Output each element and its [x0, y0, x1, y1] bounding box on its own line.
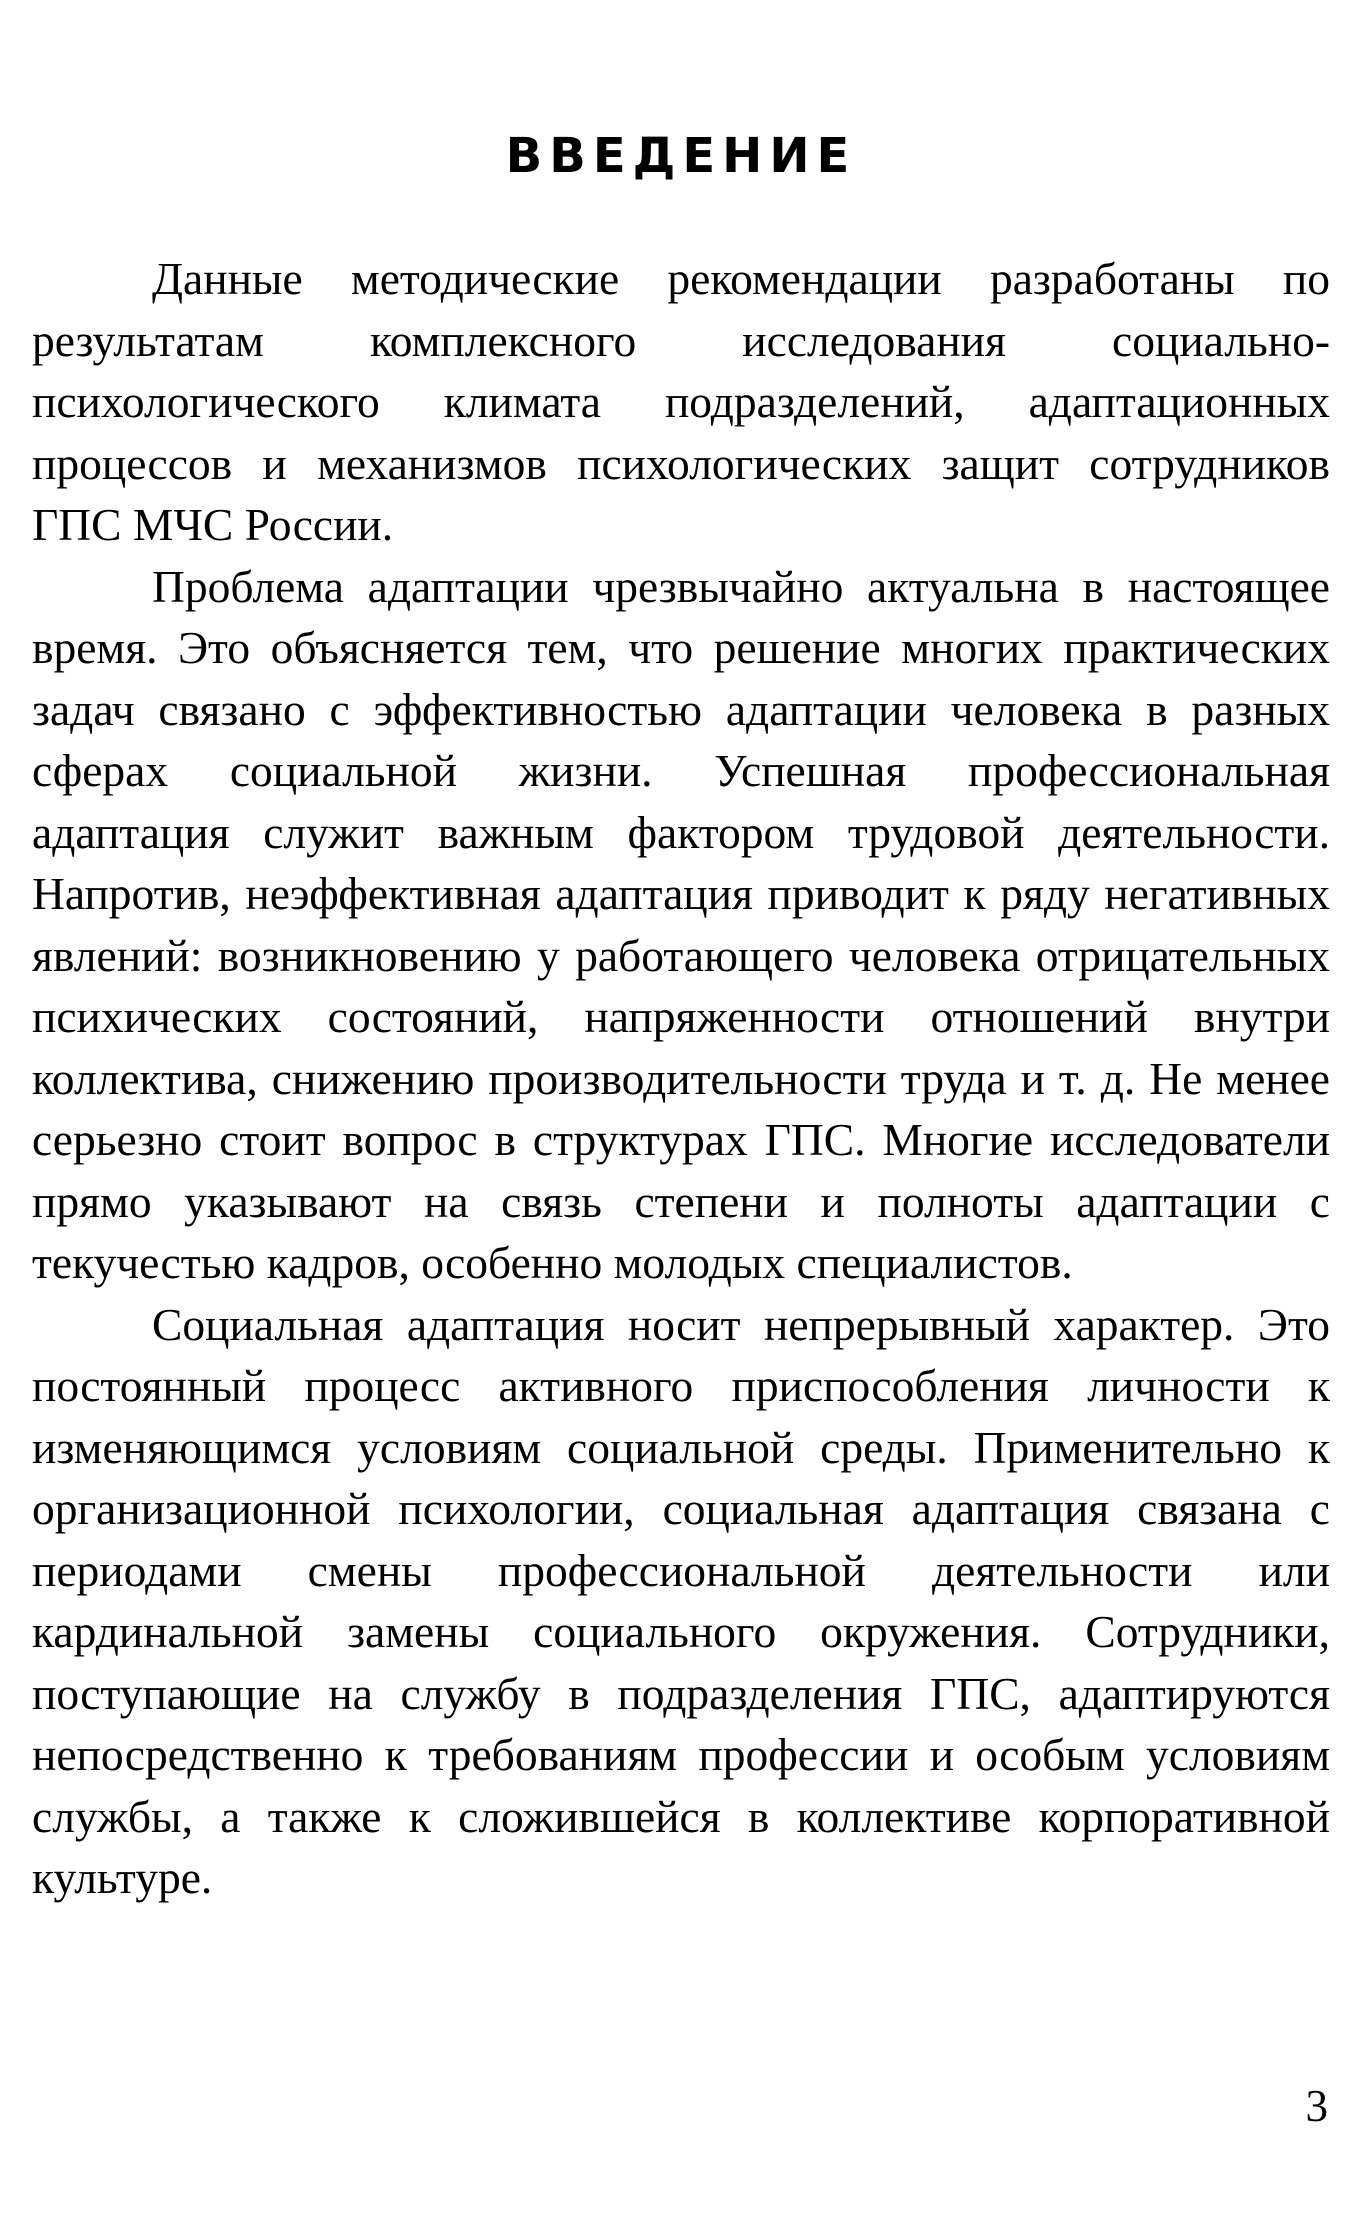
paragraph-3: Социальная адаптация носит непрерывный характер. Это постоянный процесс активного приспособления личности к изменяющимся условиям социальной среды. Применительно к организационной психологии, социальная адаптация связана с периодами смены профессиональной деятельности или кардинальной замены социального окружения. Сотрудники, поступающие на службу в подразделения ГПС, адаптируются непосредственно к требованиям профессии и особым условиям службы, а также к сложившейся в коллективе корпоративной культуре. — [32, 1298, 1330, 1903]
paragraph-1: Данные методические рекомендации разработаны по результатам комплексного исследования социально-психологического климата подразделений, адаптационных процессов и механизмов психологических защит сотрудников ГПС МЧС России. — [32, 253, 1330, 550]
page-number: 3 — [1305, 2081, 1328, 2131]
section-heading: ВВЕДЕНИЕ — [505, 128, 857, 184]
body-text — [32, 248, 1330, 1909]
paragraph-2: Проблема адаптации чрезвычайно актуальна в настоящее время. Это объясняется тем, что решение многих практических задач связано с эффективностью адаптации человека в разных сферах социальной жизни. Успешная профессиональная адаптация служит важным фактором трудовой деятельности. Напротив, неэффективная адаптация приводит к ряду негативных явлений: возникновению у работающего человека отрицательных психических состояний, напряженности отношений внутри коллектива, снижению производительности труда и т. д. Не менее серьезно стоит вопрос в структурах ГПС. Многие исследователи прямо указывают на связь степени и полноты адаптации с текучестью кадров, особенно молодых специалистов. — [32, 560, 1330, 1288]
